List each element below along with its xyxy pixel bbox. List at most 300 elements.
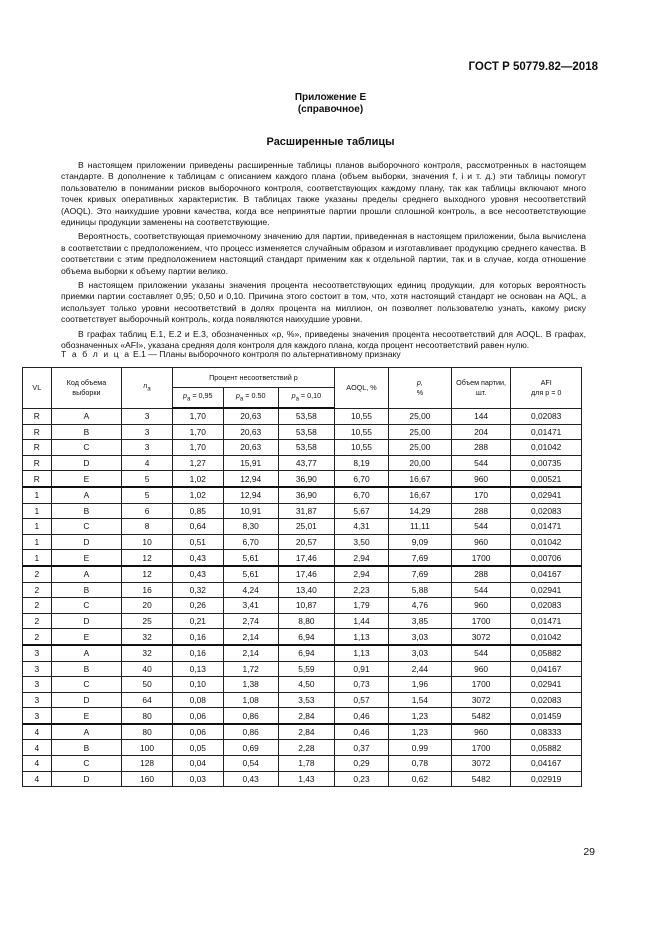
- table-cell: R: [23, 471, 52, 487]
- table-cell: 53,58: [278, 408, 334, 424]
- table-cell: E: [51, 550, 122, 566]
- table-row: [23, 471, 582, 487]
- table-cell: 0,16: [172, 645, 223, 661]
- table-cell: 3: [23, 645, 52, 661]
- table-cell: 25: [122, 613, 173, 629]
- table-cell: 0,43: [172, 550, 223, 566]
- table-cell: 1,96: [388, 677, 451, 693]
- table-cell: 1: [23, 503, 52, 519]
- table-cell: 6,70: [334, 487, 388, 503]
- table-cell: 4: [23, 724, 52, 740]
- table-cell: 1,13: [334, 645, 388, 661]
- table-cell: E: [51, 471, 122, 487]
- sampling-plans-table: [22, 367, 582, 787]
- body-text: [61, 160, 586, 355]
- table-cell: 36,90: [278, 471, 334, 487]
- table-cell: B: [51, 661, 122, 677]
- table-cell: 1,02: [172, 487, 223, 503]
- table-cell: 2: [23, 613, 52, 629]
- table-cell: 40: [122, 661, 173, 677]
- table-row: [23, 408, 582, 424]
- table-cell: 0,04: [172, 756, 223, 772]
- table-cell: 1,38: [223, 677, 278, 693]
- table-cell: 0,05: [172, 740, 223, 756]
- table-cell: 544: [451, 455, 511, 471]
- table-cell: 0,06: [172, 708, 223, 724]
- table-cell: 4: [23, 756, 52, 772]
- table-cell: 0,00706: [511, 550, 582, 566]
- table-cell: 0,06: [172, 724, 223, 740]
- table-row: [23, 487, 582, 503]
- table-cell: 80: [122, 708, 173, 724]
- table-cell: 3: [23, 708, 52, 724]
- table-cell: 10,87: [278, 598, 334, 614]
- table-cell: 80: [122, 724, 173, 740]
- table-cell: 1700: [451, 613, 511, 629]
- table-cell: 31,87: [278, 503, 334, 519]
- table-row: [23, 756, 582, 772]
- table-cell: 10,55: [334, 424, 388, 440]
- table-cell: 3,03: [388, 629, 451, 645]
- table-cell: 160: [122, 771, 173, 787]
- afi-condition: для p = 0: [530, 387, 562, 397]
- table-cell: 3: [122, 408, 173, 424]
- table-cell: 0,21: [172, 613, 223, 629]
- table-cell: 0,01042: [511, 440, 582, 456]
- section-title: Расширенные таблицы: [266, 136, 395, 148]
- table-cell: 2: [23, 598, 52, 614]
- table-cell: 1: [23, 550, 52, 566]
- table-cell: 0,03: [172, 771, 223, 787]
- table-cell: 2,44: [388, 661, 451, 677]
- table-cell: 1: [23, 534, 52, 550]
- table-cell: 5,61: [223, 566, 278, 582]
- table-cell: 1,08: [223, 692, 278, 708]
- table-cell: 0,23: [334, 771, 388, 787]
- table-cell: 960: [451, 661, 511, 677]
- table-cell: 3072: [451, 692, 511, 708]
- table-caption-label: Т а б л и ц а: [61, 349, 131, 359]
- table-cell: R: [23, 440, 52, 456]
- table-cell: 7,69: [388, 550, 451, 566]
- table-cell: 10,55: [334, 408, 388, 424]
- table-cell: 144: [451, 408, 511, 424]
- table-cell: 0,62: [388, 771, 451, 787]
- table-cell: C: [51, 598, 122, 614]
- table-cell: 0,43: [172, 566, 223, 582]
- table-cell: 0,73: [334, 677, 388, 693]
- col-afi: [511, 368, 582, 409]
- table-cell: 5: [122, 471, 173, 487]
- table-cell: A: [51, 408, 122, 424]
- table-row: [23, 613, 582, 629]
- table-cell: 204: [451, 424, 511, 440]
- table-cell: 14,29: [388, 503, 451, 519]
- table-cell: 0,46: [334, 724, 388, 740]
- p50-value: = 0.50: [243, 390, 266, 400]
- table-cell: 3,85: [388, 613, 451, 629]
- table-cell: 4: [23, 740, 52, 756]
- p95-subscript: a: [187, 395, 191, 402]
- table-cell: 12,94: [223, 471, 278, 487]
- table-cell: 20,63: [223, 408, 278, 424]
- table-cell: 0,01459: [511, 708, 582, 724]
- table-cell: 544: [451, 645, 511, 661]
- table-cell: 0,01042: [511, 534, 582, 550]
- table-cell: 960: [451, 598, 511, 614]
- table-cell: 0,01471: [511, 424, 582, 440]
- table-cell: 2: [23, 629, 52, 645]
- table-cell: 20: [122, 598, 173, 614]
- table-cell: C: [51, 440, 122, 456]
- table-cell: 25,00: [388, 408, 451, 424]
- table-row: [23, 692, 582, 708]
- table-cell: 1,78: [278, 756, 334, 772]
- table-row: [23, 771, 582, 787]
- table-cell: 12,94: [223, 487, 278, 503]
- table-cell: 4,31: [334, 519, 388, 535]
- table-cell: B: [51, 740, 122, 756]
- table-cell: 5482: [451, 708, 511, 724]
- table-row: [23, 550, 582, 566]
- col-p: [388, 368, 451, 409]
- table-cell: 1,13: [334, 629, 388, 645]
- table-cell: A: [51, 645, 122, 661]
- table-cell: C: [51, 756, 122, 772]
- table-row: [23, 740, 582, 756]
- table-row: [23, 566, 582, 582]
- table-cell: 0,02083: [511, 692, 582, 708]
- table-cell: 8,80: [278, 613, 334, 629]
- table-cell: 0,78: [388, 756, 451, 772]
- table-cell: 4: [23, 771, 52, 787]
- table-cell: 3,53: [278, 692, 334, 708]
- table-cell: 64: [122, 692, 173, 708]
- table-cell: 1,43: [278, 771, 334, 787]
- col-code: Код объема выборки: [51, 368, 122, 409]
- col-percent-group: Процент несоответствий p: [172, 368, 334, 388]
- table-cell: B: [51, 582, 122, 598]
- table-cell: 100: [122, 740, 173, 756]
- table-header: [23, 368, 582, 409]
- table-cell: 2,74: [223, 613, 278, 629]
- table-cell: 17,46: [278, 566, 334, 582]
- paragraph: Вероятность, соответствующая приемочному значению для партии, приведенная в настоящем приложении, была вычислена в соответствии с предположением, что процесс изменяется случайным образом и изготавливает продукцию среднего качества. В соответствии с этим предположением настоящий стандарт применим как к отдельной партии, так и в случае, когда отношение объема выборки к объему партии велико.: [61, 231, 586, 276]
- page-number: 29: [583, 846, 595, 858]
- table-row: [23, 424, 582, 440]
- table-cell: 4: [122, 455, 173, 471]
- table-cell: 0,05882: [511, 645, 582, 661]
- table-cell: 5,59: [278, 661, 334, 677]
- table-cell: 1,70: [172, 440, 223, 456]
- table-cell: A: [51, 566, 122, 582]
- paragraph: В настоящем приложении приведены расширенные таблицы планов выборочного контроля, рассмотренных в настоящем стандарте. В дополнение к таблицам с описанием каждого плана (объем выборки, значения f, i и т. д.) эти таблицы помогут пользователю в понимании рисков выборочного контроля, соответствующих каждому плану, так как таблицы включают много точек кривых оперативных характеристик. В таблицах также указаны пределы среднего выходного уровня несоответствий (AOQL). Это наихудшие уровни качества, когда все непринятые партии прошли сплошной контроль, а все несоответствующие единицы продукции заменены на соответствующие.: [61, 160, 586, 228]
- table-cell: 1700: [451, 550, 511, 566]
- table-row: [23, 677, 582, 693]
- table-row: [23, 503, 582, 519]
- table-cell: 5482: [451, 771, 511, 787]
- table-cell: 5,61: [223, 550, 278, 566]
- table-cell: 10: [122, 534, 173, 550]
- table-caption: [61, 349, 401, 359]
- table-cell: 8: [122, 519, 173, 535]
- table-cell: 3,03: [388, 645, 451, 661]
- table-cell: 10,55: [334, 440, 388, 456]
- table-cell: 0,02941: [511, 487, 582, 503]
- table-cell: 0,64: [172, 519, 223, 535]
- table-cell: 15,91: [223, 455, 278, 471]
- table-cell: B: [51, 424, 122, 440]
- table-cell: 1,79: [334, 598, 388, 614]
- table-cell: 0,46: [334, 708, 388, 724]
- table-cell: 12: [122, 566, 173, 582]
- table-cell: 960: [451, 471, 511, 487]
- table-row: [23, 455, 582, 471]
- table-cell: 0,54: [223, 756, 278, 772]
- col-aoql: AOQL, %: [334, 368, 388, 409]
- table-cell: 25,00: [388, 440, 451, 456]
- table-cell: R: [23, 455, 52, 471]
- table-cell: 3,41: [223, 598, 278, 614]
- table-cell: D: [51, 534, 122, 550]
- table-cell: 4,50: [278, 677, 334, 693]
- table-cell: 20,63: [223, 440, 278, 456]
- appendix-subtitle: (справочное): [297, 104, 364, 115]
- table-cell: 8,19: [334, 455, 388, 471]
- table-cell: 2: [23, 582, 52, 598]
- p50-symbol: p: [235, 390, 240, 400]
- table-row: [23, 708, 582, 724]
- table-row: [23, 582, 582, 598]
- table-cell: 0,08333: [511, 724, 582, 740]
- table-cell: 0,91: [334, 661, 388, 677]
- table-cell: 25,01: [278, 519, 334, 535]
- table-cell: D: [51, 613, 122, 629]
- table-cell: 288: [451, 440, 511, 456]
- table-cell: 0,10: [172, 677, 223, 693]
- table-cell: 2,94: [334, 550, 388, 566]
- col-p10: [278, 388, 334, 409]
- table-cell: 53,58: [278, 424, 334, 440]
- appendix-title: Приложение Е: [294, 92, 367, 103]
- table-cell: B: [51, 503, 122, 519]
- table-cell: 0,57: [334, 692, 388, 708]
- table-cell: 53,58: [278, 440, 334, 456]
- table-cell: 0,69: [223, 740, 278, 756]
- table-cell: 0,02083: [511, 503, 582, 519]
- col-n: [122, 368, 173, 409]
- table-cell: 0,02941: [511, 582, 582, 598]
- table-cell: 170: [451, 487, 511, 503]
- p10-symbol: p: [291, 390, 296, 400]
- table-cell: 2,23: [334, 582, 388, 598]
- table-cell: 11,11: [388, 519, 451, 535]
- col-p95: [172, 388, 223, 409]
- table-cell: 10,91: [223, 503, 278, 519]
- table-cell: 3: [122, 440, 173, 456]
- table-cell: 1,02: [172, 471, 223, 487]
- n-subscript: a: [147, 386, 151, 393]
- table-cell: 17,46: [278, 550, 334, 566]
- table-cell: E: [51, 629, 122, 645]
- table-cell: 2,14: [223, 629, 278, 645]
- table-cell: 1,70: [172, 424, 223, 440]
- table-row: [23, 519, 582, 535]
- p50-subscript: a: [239, 395, 244, 402]
- table-cell: 0,00521: [511, 471, 582, 487]
- table-cell: 4,24: [223, 582, 278, 598]
- table-cell: 0,05882: [511, 740, 582, 756]
- p-symbol: p,: [416, 378, 423, 388]
- table-cell: 32: [122, 629, 173, 645]
- table-cell: 0,86: [223, 724, 278, 740]
- table-cell: A: [51, 487, 122, 503]
- paragraph: В графах таблиц Е.1, Е.2 и Е.3, обозначенных «p, %», приведены значения процента несоответствий для AOQL. В графах, обозначенных «AFI», указана средняя доля контроля для каждого плана, когда процент несоответствий равен нулю.: [61, 328, 586, 351]
- table-cell: 0,32: [172, 582, 223, 598]
- table-cell: 36,90: [278, 487, 334, 503]
- table-cell: 1,70: [172, 408, 223, 424]
- table-cell: 20,57: [278, 534, 334, 550]
- table-cell: 1: [23, 519, 52, 535]
- table-cell: 1,23: [388, 724, 451, 740]
- table-cell: 7,69: [388, 566, 451, 582]
- table-cell: 43,77: [278, 455, 334, 471]
- p95-value: = 0,95: [190, 390, 213, 400]
- table-cell: 1,54: [388, 692, 451, 708]
- table-cell: 0,02083: [511, 408, 582, 424]
- table-cell: 0,00735: [511, 455, 582, 471]
- table-cell: 0,04167: [511, 661, 582, 677]
- table-cell: 50: [122, 677, 173, 693]
- table-cell: 544: [451, 582, 511, 598]
- col-lot: Объем партии, шт.: [451, 368, 511, 409]
- table-cell: 0,26: [172, 598, 223, 614]
- n-symbol: n: [143, 380, 148, 390]
- p-unit: %: [416, 387, 424, 397]
- table-cell: R: [23, 424, 52, 440]
- table-cell: 1700: [451, 677, 511, 693]
- col-p50: [223, 388, 278, 409]
- col-vl: VL: [23, 368, 52, 409]
- table-cell: 0,02919: [511, 771, 582, 787]
- table-cell: 2,14: [223, 645, 278, 661]
- table-cell: 0,02941: [511, 677, 582, 693]
- table-cell: 12: [122, 550, 173, 566]
- table-cell: 0,86: [223, 708, 278, 724]
- table-cell: 6,70: [223, 534, 278, 550]
- table-cell: E: [51, 708, 122, 724]
- table-cell: 5: [122, 487, 173, 503]
- table-cell: 1,23: [388, 708, 451, 724]
- table-row: [23, 440, 582, 456]
- table-caption-text: Е.1 — Планы выборочного контроля по альтернативному признаку: [132, 349, 401, 359]
- p95-symbol: p: [183, 390, 187, 400]
- table-cell: 1,72: [223, 661, 278, 677]
- table-cell: 20,00: [388, 455, 451, 471]
- table-cell: 0,08: [172, 692, 223, 708]
- table-row: [23, 629, 582, 645]
- table-cell: 0,02083: [511, 598, 582, 614]
- table-cell: 6: [122, 503, 173, 519]
- table-cell: 2: [23, 566, 52, 582]
- table-cell: 3: [122, 424, 173, 440]
- table-cell: 16: [122, 582, 173, 598]
- table-cell: 0,43: [223, 771, 278, 787]
- table-cell: 3,50: [334, 534, 388, 550]
- table-cell: 0,01471: [511, 613, 582, 629]
- table-cell: 6,70: [334, 471, 388, 487]
- table-body: [23, 408, 582, 787]
- table-cell: 288: [451, 503, 511, 519]
- table-cell: 544: [451, 519, 511, 535]
- table-cell: 960: [451, 724, 511, 740]
- table-cell: 20,63: [223, 424, 278, 440]
- table-cell: 6,94: [278, 645, 334, 661]
- table-cell: 5,67: [334, 503, 388, 519]
- table-cell: 4,76: [388, 598, 451, 614]
- table-cell: R: [23, 408, 52, 424]
- table-row: [23, 645, 582, 661]
- table-cell: 0,37: [334, 740, 388, 756]
- table-cell: 3: [23, 692, 52, 708]
- table-cell: 16,67: [388, 487, 451, 503]
- table-cell: 25,00: [388, 424, 451, 440]
- table-cell: 0.99: [388, 740, 451, 756]
- table-cell: 8,30: [223, 519, 278, 535]
- table-cell: A: [51, 724, 122, 740]
- table-cell: D: [51, 692, 122, 708]
- p10-subscript: a: [295, 395, 299, 402]
- table-cell: 960: [451, 534, 511, 550]
- table-cell: 1: [23, 487, 52, 503]
- table-cell: 2,84: [278, 708, 334, 724]
- table-cell: D: [51, 771, 122, 787]
- table-cell: 1,44: [334, 613, 388, 629]
- table-cell: 6,94: [278, 629, 334, 645]
- table-cell: 0,04167: [511, 756, 582, 772]
- table-cell: 3: [23, 677, 52, 693]
- table-cell: 1,27: [172, 455, 223, 471]
- table-row: [23, 724, 582, 740]
- table-cell: 32: [122, 645, 173, 661]
- paragraph: В настоящем приложении указаны значения процента несоответствующих единиц продукции, для которых вероятность приемки партии составляет 0,95; 0,50 и 0,10. Причина этого состоит в том, что, хотя настоящий стандарт не основан на AQL, а использует только уровни несоответствий в долях процента на миллион, он позволяет пользователю узнать, какому риску соответствует выборочный контроль, когда появляются наихудшие уровни.: [61, 280, 586, 325]
- table-cell: 0,51: [172, 534, 223, 550]
- table-cell: 3: [23, 661, 52, 677]
- table-cell: 0,04167: [511, 566, 582, 582]
- table-cell: C: [51, 677, 122, 693]
- table-cell: D: [51, 455, 122, 471]
- table-cell: 128: [122, 756, 173, 772]
- table-cell: 5,88: [388, 582, 451, 598]
- p10-value: = 0,10: [298, 390, 322, 400]
- table-row: [23, 534, 582, 550]
- table-cell: 288: [451, 566, 511, 582]
- table-cell: 0,01042: [511, 629, 582, 645]
- table-cell: C: [51, 519, 122, 535]
- table-cell: 0,16: [172, 629, 223, 645]
- table-cell: 0,85: [172, 503, 223, 519]
- table-cell: 9,09: [388, 534, 451, 550]
- table-cell: 2,84: [278, 724, 334, 740]
- afi-label: AFI: [540, 378, 552, 388]
- table-cell: 2,94: [334, 566, 388, 582]
- table-row: [23, 661, 582, 677]
- table-cell: 0,29: [334, 756, 388, 772]
- table-row: [23, 598, 582, 614]
- table-cell: 1700: [451, 740, 511, 756]
- table-cell: 2,28: [278, 740, 334, 756]
- table-cell: 3072: [451, 629, 511, 645]
